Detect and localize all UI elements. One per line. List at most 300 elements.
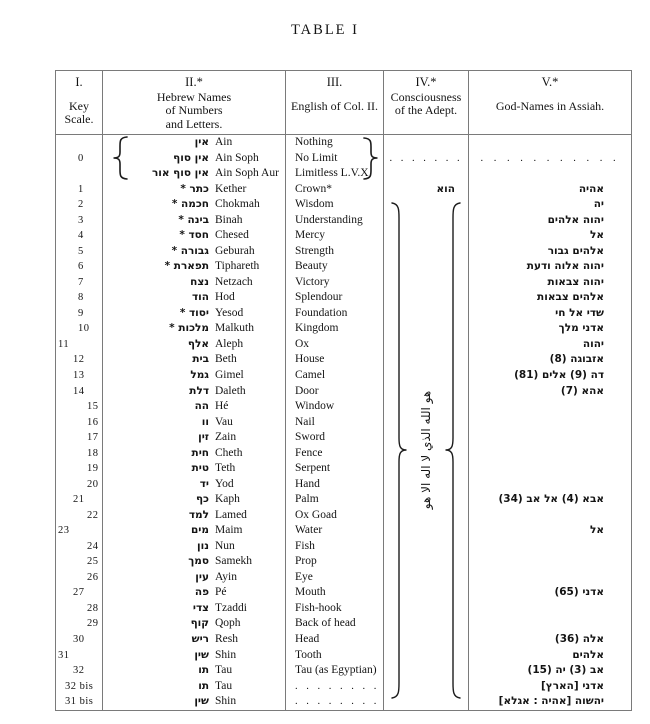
- key-scale-cell: 26: [56, 570, 103, 586]
- english-cell: Wisdom: [286, 197, 384, 213]
- transliterated-name: Geburah: [215, 244, 255, 257]
- hebrew-word: דלת: [189, 384, 209, 397]
- hebrew-name-cell: [103, 585, 286, 601]
- consciousness-cell: [384, 244, 469, 260]
- consciousness-cell: [384, 508, 469, 524]
- hebrew-word: חסד *: [179, 229, 209, 242]
- table-row: [56, 585, 631, 601]
- consciousness-cell: [384, 197, 469, 213]
- god-name-cell: [469, 430, 631, 446]
- table-row: [56, 477, 631, 493]
- hebrew-name-cell: [103, 197, 286, 213]
- table-row: [56, 648, 631, 664]
- god-name-cell: שדי אל חי: [555, 306, 604, 319]
- consciousness-cell: [384, 585, 469, 601]
- consciousness-cell: [384, 570, 469, 586]
- hebrew-name-cell: [103, 321, 286, 337]
- god-name-cell: אלהים גבור: [547, 244, 604, 257]
- key-scale-cell: 10: [56, 321, 103, 337]
- english-cell: No Limit: [286, 151, 384, 167]
- header-english: III. English of Col. II.: [286, 71, 384, 134]
- ellipsis-dots: . . . . . . . .: [295, 696, 380, 708]
- god-name-cell: [469, 166, 631, 182]
- god-name-cell: [469, 151, 631, 167]
- hebrew-name-cell: [103, 648, 286, 664]
- hebrew-name-cell: [103, 554, 286, 570]
- god-name-cell: יהוה אלהים: [547, 213, 604, 226]
- key-scale-cell: 15: [56, 399, 103, 415]
- key-scale-cell: 5: [56, 244, 103, 260]
- english-cell: Nothing: [286, 135, 384, 151]
- table-row: [56, 384, 631, 400]
- hebrew-word: ריש: [191, 633, 209, 645]
- god-name-cell: יהוה: [582, 337, 604, 350]
- consciousness-cell: [384, 663, 469, 679]
- key-scale-cell: [56, 135, 103, 151]
- transliterated-name: Teth: [215, 462, 236, 475]
- god-name-cell: [469, 554, 631, 570]
- transliterated-name: Lamed: [215, 508, 247, 521]
- header-consciousness: IV.* Consciousness of the Adept.: [384, 71, 469, 134]
- hebrew-word: מלכות *: [169, 322, 209, 335]
- transliterated-name: Tzaddi: [215, 601, 247, 614]
- table-body: [56, 135, 631, 710]
- table-row: [56, 694, 631, 710]
- consciousness-cell: [384, 523, 469, 539]
- english-cell: Camel: [286, 368, 384, 384]
- key-scale-cell: 21: [56, 492, 103, 508]
- transliterated-name: Pé: [215, 586, 227, 599]
- god-name-cell: [469, 539, 631, 555]
- hebrew-word: גמל: [190, 368, 209, 381]
- hebrew-name-cell: [103, 632, 286, 648]
- god-name-cell: [469, 601, 631, 617]
- key-scale-cell: 17: [56, 430, 103, 446]
- key-scale-cell: 2: [56, 197, 103, 213]
- key-scale-cell: 7: [56, 275, 103, 291]
- hebrew-name-cell: [103, 352, 286, 368]
- god-name-cell: יהשוה [אהיה : אגלא]: [498, 695, 604, 708]
- english-cell: Crown*: [286, 182, 384, 198]
- hebrew-name-cell: [103, 523, 286, 539]
- english-cell: Fence: [286, 446, 384, 462]
- english-cell: Sword: [286, 430, 384, 446]
- god-name-cell: אדני [הארץ]: [540, 679, 604, 692]
- hebrew-name-cell: [103, 679, 286, 695]
- table-header: [56, 71, 631, 135]
- ellipsis-dots: . . . . . . . . . . .: [480, 152, 620, 164]
- key-scale-cell: 16: [56, 415, 103, 431]
- table-row: [56, 415, 631, 431]
- hebrew-word: אלף: [187, 337, 209, 350]
- transliterated-name: Aleph: [215, 337, 244, 350]
- god-name-cell: [469, 399, 631, 415]
- table-row: [56, 492, 631, 508]
- key-scale-cell: 30: [56, 632, 103, 648]
- key-scale-cell: 24: [56, 539, 103, 555]
- hebrew-word: קוף: [190, 617, 209, 630]
- table-row: [56, 228, 631, 244]
- god-name-cell: אהיה: [578, 182, 604, 195]
- consciousness-cell: [384, 368, 469, 384]
- transliterated-name: Ain Soph Aur: [215, 167, 279, 180]
- transliterated-name: Cheth: [215, 446, 243, 459]
- hebrew-name-cell: [103, 430, 286, 446]
- transliterated-name: Tiphareth: [215, 260, 260, 273]
- transliterated-name: Hod: [215, 291, 235, 304]
- consciousness-cell: [384, 337, 469, 353]
- hebrew-word: בית: [192, 353, 209, 366]
- hebrew-name-cell: [103, 151, 286, 167]
- english-cell: [286, 679, 384, 695]
- table-row: [56, 523, 631, 539]
- hebrew-word: הה: [194, 400, 209, 413]
- key-scale-cell: 13: [56, 368, 103, 384]
- table-row: [56, 679, 631, 695]
- hebrew-name-cell: [103, 384, 286, 400]
- hebrew-name-cell: [103, 337, 286, 353]
- god-name-cell: אב (3) יה (15): [527, 664, 604, 677]
- hebrew-word: צדי: [192, 601, 209, 614]
- consciousness-cell: [384, 306, 469, 322]
- english-cell: Strength: [286, 244, 384, 260]
- transliterated-name: Ain Soph: [215, 151, 259, 164]
- transliterated-name: Qoph: [215, 617, 241, 630]
- english-cell: Mercy: [286, 228, 384, 244]
- english-cell: Tooth: [286, 648, 384, 664]
- consciousness-cell: [384, 352, 469, 368]
- hebrew-word: טית: [191, 462, 209, 475]
- english-cell: [286, 694, 384, 710]
- hebrew-name-cell: [103, 477, 286, 493]
- god-name-cell: אדני (65): [554, 586, 604, 599]
- english-cell: Victory: [286, 275, 384, 291]
- hebrew-word: תו: [198, 664, 209, 677]
- consciousness-cell: [384, 135, 469, 151]
- hebrew-name-cell: [103, 694, 286, 710]
- transliterated-name: Chesed: [215, 229, 249, 242]
- hebrew-word: אין: [194, 136, 209, 148]
- hebrew-name-cell: [103, 663, 286, 679]
- table-row: [56, 259, 631, 275]
- hebrew-name-cell: [103, 616, 286, 632]
- table-row: [56, 601, 631, 617]
- key-scale-cell: 32: [56, 663, 103, 679]
- transliterated-name: Kaph: [215, 493, 240, 506]
- hebrew-word: נון: [197, 539, 209, 552]
- key-scale-cell: 28: [56, 601, 103, 617]
- key-scale-cell: 9: [56, 306, 103, 322]
- transliterated-name: Ayin: [215, 570, 237, 583]
- hebrew-name-cell: [103, 399, 286, 415]
- table-row: [56, 275, 631, 291]
- god-name-cell: [469, 508, 631, 524]
- english-cell: Window: [286, 399, 384, 415]
- god-name-cell: אבא (4) אל אב (34): [498, 493, 604, 506]
- correspondence-table: [55, 70, 632, 711]
- english-cell: Foundation: [286, 306, 384, 322]
- god-name-cell: [469, 477, 631, 493]
- consciousness-cell: [384, 166, 469, 182]
- hebrew-word: אין סוף: [173, 151, 209, 164]
- table-row: [56, 290, 631, 306]
- god-name-cell: דה (9) אלים (81): [514, 368, 604, 381]
- transliterated-name: Hé: [215, 400, 229, 413]
- english-cell: Head: [286, 632, 384, 648]
- god-name-cell: [469, 616, 631, 632]
- hebrew-name-cell: [103, 135, 286, 151]
- transliterated-name: Kether: [215, 182, 247, 195]
- hebrew-name-cell: [103, 570, 286, 586]
- god-name-cell: אדני מלך: [558, 322, 604, 335]
- hebrew-word: בינה *: [178, 213, 209, 226]
- hebrew-name-cell: [103, 539, 286, 555]
- transliterated-name: Chokmah: [215, 198, 260, 211]
- table-row: [56, 430, 631, 446]
- god-name-cell: אלה (36): [554, 633, 604, 645]
- table-row: [56, 539, 631, 555]
- english-cell: Serpent: [286, 461, 384, 477]
- consciousness-cell: [384, 648, 469, 664]
- table-row: [56, 352, 631, 368]
- table-row: [56, 197, 631, 213]
- ellipsis-dots: . . . . . . .: [389, 152, 463, 164]
- hebrew-name-cell: [103, 259, 286, 275]
- consciousness-cell: [384, 679, 469, 695]
- hoa-word: הוא: [436, 182, 455, 195]
- table-row: [56, 182, 631, 198]
- hebrew-name-cell: [103, 461, 286, 477]
- key-scale-cell: 8: [56, 290, 103, 306]
- consciousness-cell: [384, 601, 469, 617]
- god-name-cell: [469, 570, 631, 586]
- consciousness-cell: [384, 554, 469, 570]
- table-row: [56, 151, 631, 167]
- transliterated-name: Nun: [215, 539, 235, 552]
- english-cell: House: [286, 352, 384, 368]
- hebrew-word: הוד: [192, 291, 209, 304]
- hebrew-name-cell: [103, 415, 286, 431]
- english-cell: Limitless L.V.X: [286, 166, 384, 182]
- hebrew-name-cell: [103, 244, 286, 260]
- english-cell: Splendour: [286, 290, 384, 306]
- english-cell: Door: [286, 384, 384, 400]
- god-name-cell: אלהים: [572, 648, 604, 661]
- english-cell: Hand: [286, 477, 384, 493]
- hebrew-word: גבורה *: [171, 244, 209, 257]
- god-name-cell: יה: [593, 198, 604, 211]
- table-row: [56, 368, 631, 384]
- consciousness-cell: [384, 182, 469, 198]
- key-scale-cell: 31: [56, 648, 103, 664]
- key-scale-cell: 23: [56, 523, 103, 539]
- transliterated-name: Gimel: [215, 368, 244, 381]
- english-cell: Eye: [286, 570, 384, 586]
- table-row: [56, 554, 631, 570]
- english-cell: Ox: [286, 337, 384, 353]
- key-scale-cell: 18: [56, 446, 103, 462]
- hebrew-name-cell: [103, 601, 286, 617]
- ellipsis-dots: . . . . . . . .: [295, 680, 380, 692]
- hebrew-word: יסוד *: [179, 306, 209, 319]
- table-row: [56, 399, 631, 415]
- god-name-cell: יהוה אלוה ודעת: [526, 260, 604, 273]
- hebrew-word: שין: [194, 695, 209, 708]
- consciousness-cell: [384, 632, 469, 648]
- key-scale-cell: 22: [56, 508, 103, 524]
- hebrew-name-cell: [103, 368, 286, 384]
- transliterated-name: Daleth: [215, 384, 246, 397]
- hebrew-name-cell: [103, 492, 286, 508]
- hebrew-word: תפארת *: [164, 260, 209, 273]
- key-scale-cell: 0: [56, 151, 103, 167]
- transliterated-name: Resh: [215, 633, 238, 645]
- key-scale-cell: 31 bis: [56, 694, 103, 710]
- hebrew-word: חכמה *: [171, 198, 209, 211]
- key-scale-cell: 12: [56, 352, 103, 368]
- hebrew-name-cell: [103, 446, 286, 462]
- transliterated-name: Maim: [215, 524, 243, 537]
- transliterated-name: Ain: [215, 136, 233, 148]
- table-row: [56, 213, 631, 229]
- god-name-cell: אלהים צבאות: [537, 291, 604, 304]
- hebrew-word: כתר *: [180, 182, 209, 195]
- consciousness-cell: [384, 290, 469, 306]
- hebrew-word: עין: [195, 570, 209, 583]
- hebrew-word: אין סוף אור: [151, 167, 209, 180]
- transliterated-name: Vau: [215, 415, 233, 428]
- arabic-inscription: هو الله الذي لا اله الا هو: [419, 390, 433, 510]
- english-cell: Understanding: [286, 213, 384, 229]
- transliterated-name: Tau: [215, 679, 233, 692]
- consciousness-cell: [384, 275, 469, 291]
- consciousness-cell: [384, 539, 469, 555]
- god-name-cell: [469, 415, 631, 431]
- hebrew-word: שין: [194, 648, 209, 661]
- god-name-cell: אהא (7): [560, 384, 604, 397]
- hebrew-word: זין: [198, 431, 209, 444]
- consciousness-cell: [384, 259, 469, 275]
- hebrew-word: מים: [190, 524, 209, 537]
- table-row: [56, 166, 631, 182]
- english-cell: Tau (as Egyptian): [286, 663, 384, 679]
- hebrew-name-cell: [103, 508, 286, 524]
- key-scale-cell: 11: [56, 337, 103, 353]
- table-row: [56, 321, 631, 337]
- transliterated-name: Samekh: [215, 555, 253, 568]
- english-cell: Kingdom: [286, 321, 384, 337]
- transliterated-name: Zain: [215, 431, 237, 444]
- english-cell: Palm: [286, 492, 384, 508]
- transliterated-name: Tau: [215, 664, 233, 677]
- god-name-cell: יהוה צבאות: [547, 275, 604, 288]
- hebrew-word: כף: [195, 493, 209, 506]
- table-row: [56, 244, 631, 260]
- english-cell: Ox Goad: [286, 508, 384, 524]
- key-scale-cell: 32 bis: [56, 679, 103, 695]
- hebrew-word: חית: [191, 446, 209, 459]
- hebrew-name-cell: [103, 290, 286, 306]
- consciousness-cell: [384, 616, 469, 632]
- header-hebrew-names: II.* Hebrew Names of Numbers and Letters.: [103, 71, 286, 134]
- english-cell: Back of head: [286, 616, 384, 632]
- hebrew-word: וו: [201, 415, 209, 428]
- transliterated-name: Beth: [215, 353, 237, 366]
- god-name-cell: [469, 461, 631, 477]
- key-scale-cell: 25: [56, 554, 103, 570]
- table-row: [56, 508, 631, 524]
- hebrew-name-cell: [103, 306, 286, 322]
- transliterated-name: Binah: [215, 213, 243, 226]
- key-scale-cell: [56, 166, 103, 182]
- key-scale-cell: 29: [56, 616, 103, 632]
- hebrew-word: תו: [198, 679, 209, 692]
- transliterated-name: Shin: [215, 648, 237, 661]
- table-row: [56, 135, 631, 151]
- hebrew-word: יד: [199, 477, 209, 490]
- table-row: [56, 570, 631, 586]
- consciousness-cell: [384, 694, 469, 710]
- english-cell: Water: [286, 523, 384, 539]
- key-scale-cell: 19: [56, 461, 103, 477]
- key-scale-cell: 14: [56, 384, 103, 400]
- table-row: [56, 616, 631, 632]
- key-scale-cell: 3: [56, 213, 103, 229]
- hebrew-name-cell: [103, 213, 286, 229]
- table-row: [56, 306, 631, 322]
- consciousness-cell: [384, 213, 469, 229]
- table-row: [56, 663, 631, 679]
- key-scale-cell: 20: [56, 477, 103, 493]
- table-row: [56, 461, 631, 477]
- header-key-scale: I. Key Scale.: [56, 71, 103, 134]
- english-cell: Beauty: [286, 259, 384, 275]
- header-god-names: V.* God-Names in Assiah.: [495, 75, 605, 113]
- hebrew-word: פה: [194, 586, 209, 599]
- key-scale-cell: 1: [56, 182, 103, 198]
- english-cell: Fish: [286, 539, 384, 555]
- transliterated-name: Malkuth: [215, 322, 254, 335]
- hebrew-word: נצח: [190, 275, 209, 288]
- consciousness-cell: [384, 151, 469, 167]
- transliterated-name: Yod: [215, 477, 234, 490]
- english-cell: Nail: [286, 415, 384, 431]
- key-scale-cell: 6: [56, 259, 103, 275]
- table-row: [56, 337, 631, 353]
- god-name-cell: אל: [590, 524, 604, 537]
- table-row: [56, 446, 631, 462]
- hebrew-name-cell: [103, 166, 286, 182]
- hebrew-name-cell: [103, 182, 286, 198]
- english-cell: Prop: [286, 554, 384, 570]
- english-cell: Mouth: [286, 585, 384, 601]
- transliterated-name: Netzach: [215, 275, 253, 288]
- god-name-cell: [469, 135, 631, 151]
- consciousness-cell: [384, 321, 469, 337]
- english-cell: Fish-hook: [286, 601, 384, 617]
- god-name-cell: אל: [590, 229, 604, 242]
- hebrew-word: סמך: [188, 555, 209, 568]
- key-scale-cell: 4: [56, 228, 103, 244]
- table-row: [56, 632, 631, 648]
- transliterated-name: Yesod: [215, 306, 244, 319]
- hebrew-name-cell: [103, 275, 286, 291]
- hebrew-name-cell: [103, 228, 286, 244]
- god-name-cell: [469, 446, 631, 462]
- god-name-cell: אזבוגה (8): [549, 353, 604, 366]
- page-title: TABLE I: [290, 22, 359, 38]
- hebrew-word: למד: [188, 508, 209, 521]
